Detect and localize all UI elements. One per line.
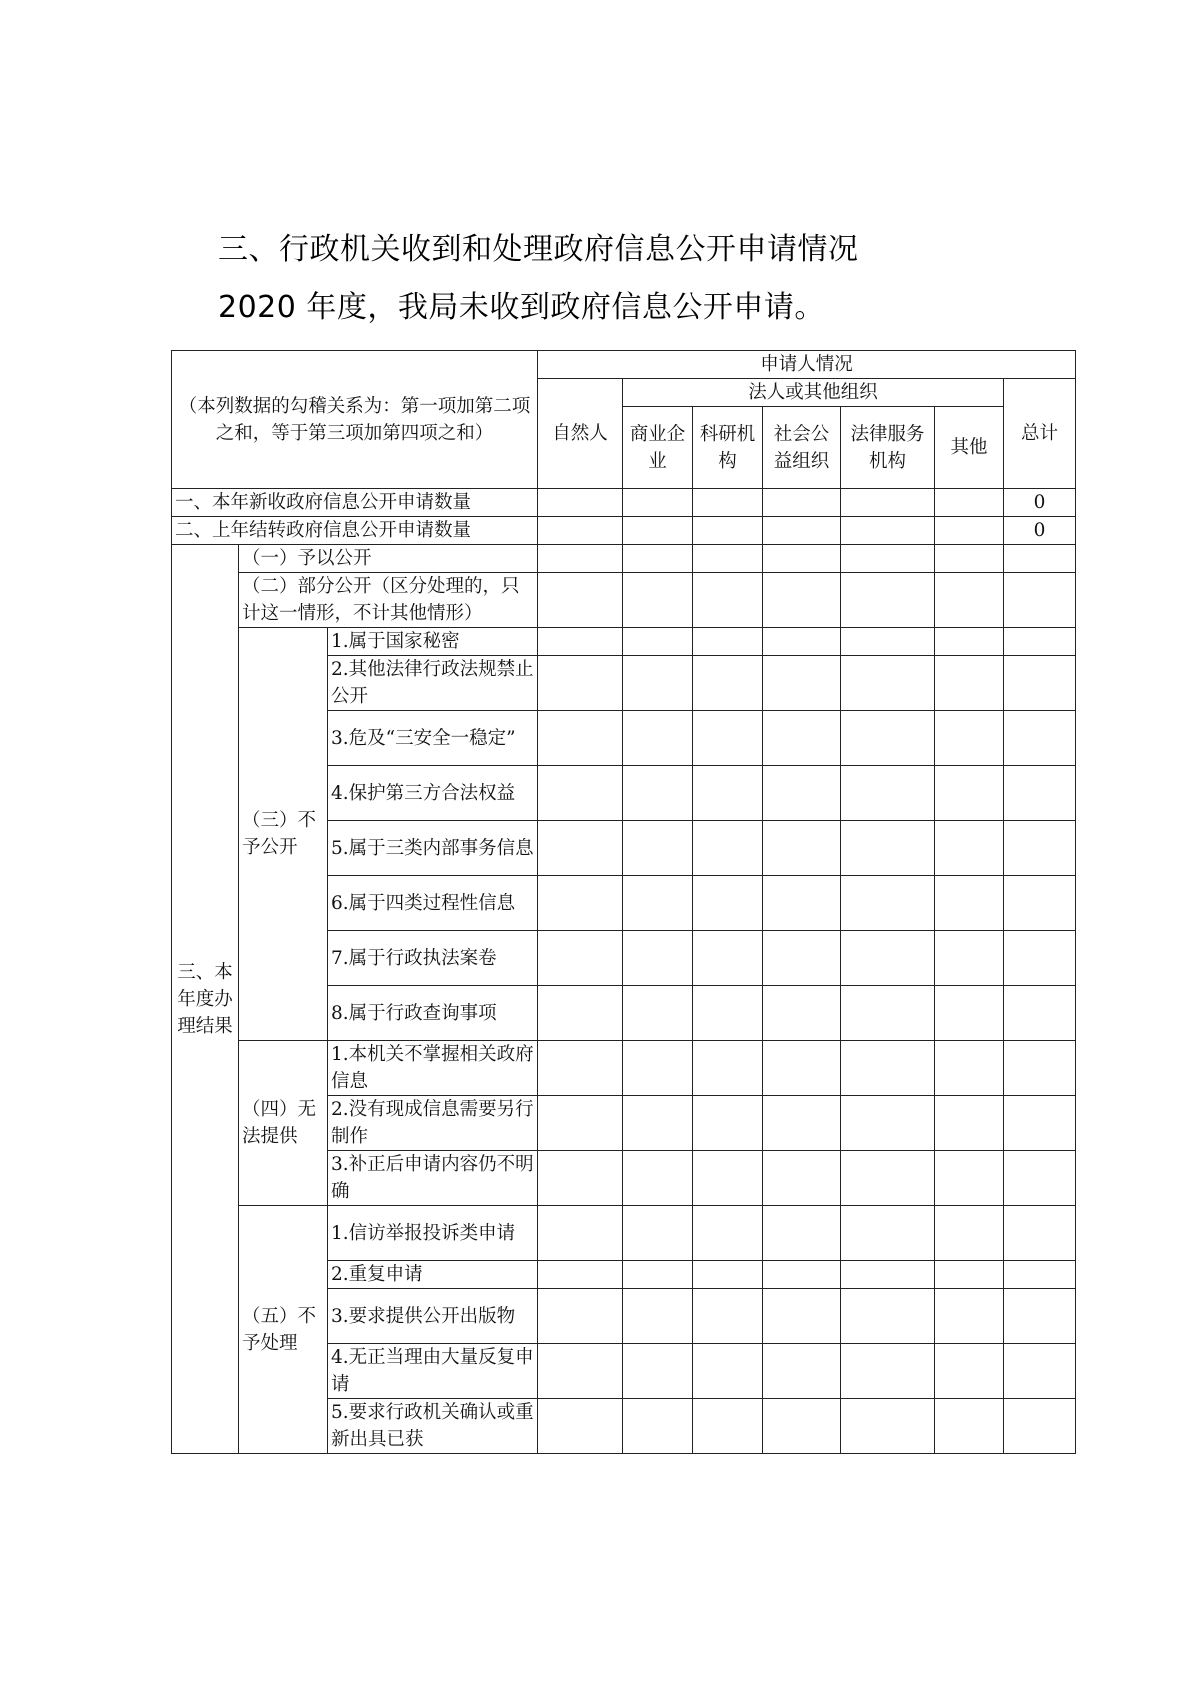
note-cell: （本列数据的勾稽关系为：第一项加第二项之和，等于第三项加第四项之和） <box>172 351 538 489</box>
group3-label: （三）不予公开 <box>239 628 328 1041</box>
row-carry-total: 0 <box>1004 517 1076 545</box>
group3-item: 5.属于三类内部事务信息 <box>328 821 538 876</box>
org-header: 法人或其他组织 <box>623 379 1004 407</box>
col-total: 总计 <box>1004 379 1076 489</box>
group5-label: （五）不予处理 <box>239 1206 328 1454</box>
col-other: 其他 <box>935 407 1004 489</box>
group3-item: 2.其他法律行政法规禁止公开 <box>328 656 538 711</box>
group4-label: （四）无法提供 <box>239 1041 328 1206</box>
group3-item: 3.危及“三安全一稳定” <box>328 711 538 766</box>
group5-item: 3.要求提供公开出版物 <box>328 1289 538 1344</box>
item2-label: （二）部分公开（区分处理的，只计这一情形，不计其他情形） <box>239 573 538 628</box>
group4-item: 1.本机关不掌握相关政府信息 <box>328 1041 538 1096</box>
row-new-label: 一、本年新收政府信息公开申请数量 <box>172 489 538 517</box>
group4-item: 3.补正后申请内容仍不明确 <box>328 1151 538 1206</box>
section-subtitle: 2020 年度，我局未收到政府信息公开申请。 <box>218 290 825 325</box>
col-research: 科研机构 <box>693 407 763 489</box>
row-new-total: 0 <box>1004 489 1076 517</box>
group5-item: 2.重复申请 <box>328 1261 538 1289</box>
section-title: 三、行政机关收到和处理政府信息公开申请情况 <box>218 232 859 267</box>
group3-item: 8.属于行政查询事项 <box>328 986 538 1041</box>
group3-item: 4.保护第三方合法权益 <box>328 766 538 821</box>
group5-item: 4.无正当理由大量反复申请 <box>328 1344 538 1399</box>
group3-item: 1.属于国家秘密 <box>328 628 538 656</box>
group4-item: 2.没有现成信息需要另行制作 <box>328 1096 538 1151</box>
group5-item: 1.信访举报投诉类申请 <box>328 1206 538 1261</box>
section3-label: 三、本年度办理结果 <box>172 545 239 1454</box>
col-legal: 法律服务机构 <box>841 407 935 489</box>
group5-item: 5.要求行政机关确认或重新出具已获 <box>328 1399 538 1454</box>
col-natural: 自然人 <box>538 379 623 489</box>
col-business: 商业企业 <box>623 407 693 489</box>
group3-item: 6.属于四类过程性信息 <box>328 876 538 931</box>
row-carry-label: 二、上年结转政府信息公开申请数量 <box>172 517 538 545</box>
applicant-header: 申请人情况 <box>538 351 1076 379</box>
disclosure-table <box>171 350 1076 1454</box>
group3-item: 7.属于行政执法案卷 <box>328 931 538 986</box>
col-public: 社会公益组织 <box>763 407 841 489</box>
item1-label: （一）予以公开 <box>239 545 538 573</box>
